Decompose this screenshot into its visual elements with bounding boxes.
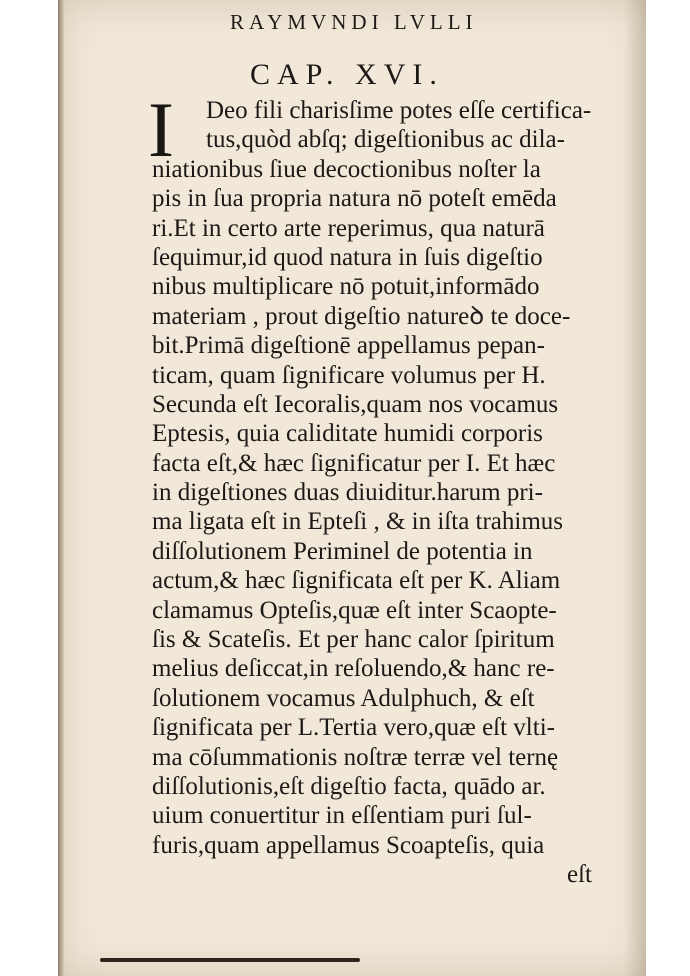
binding-mark (100, 958, 360, 962)
text-line: clamamus Opteſis,quæ eſt inter Scaopte- (152, 596, 557, 624)
text-line: furis,quam appellamus Scoapteſis, quia (152, 831, 545, 859)
text-line: facta eſt,& hæc ſignificatur per I. Et hæc (152, 449, 556, 477)
text-line: Secunda eſt Iecoralis,quam nos vocamus (152, 390, 559, 418)
text-line: Deo fili charisſime potes eſſe certifica- (206, 97, 592, 124)
text-line: ticam, quam ſignificare volumus per H. (152, 361, 546, 389)
text-line: nibus multiplicare nō potuit,informādo (152, 273, 540, 301)
text-line: materiam , prout digeſtio natureꝺ te doce- (152, 302, 571, 330)
text-line: ſolutionem vocamus Adulphuch, & eſt (152, 684, 535, 712)
body-text (152, 96, 592, 890)
page-edge-shadow (624, 0, 646, 976)
text-line: in digeſtiones duas diuiditur.harum pri- (152, 479, 543, 507)
text-line: ſequimur,id quod natura in ſuis digeſtio (152, 243, 543, 271)
drop-cap: I (148, 86, 174, 173)
text-line: bit.Primā digeſtionē appellamus pepan- (152, 332, 545, 360)
text-line: uium conuertitur in eſſentiam puri ſul- (152, 802, 532, 830)
text-line: diſſolutionis,eſt digeſtio facta, quādo ar. (152, 772, 546, 800)
text-line: ſignificata per L.Tertia vero,quæ eſt vlti- (152, 714, 555, 742)
text-line: ma ligata eſt in Epteſi , & in iſta trahimus (152, 508, 564, 536)
running-head: RAYMVNDI LVLLI (230, 10, 478, 34)
text-line: Eptesis, quia caliditate humidi corporis (152, 420, 543, 448)
text-line: ma cōſummationis noſtræ terræ vel ternę (152, 743, 559, 771)
chapter-heading: CAP. XVI. (250, 58, 444, 91)
text-line: tus,quòd abſq; digeſtionibus ac dila- (206, 126, 565, 154)
text-line: pis in ſua propria natura nō poteſt emēda (152, 185, 557, 213)
text-line: melius deſiccat,in reſoluendo,& hanc re- (152, 655, 555, 683)
text-line: diſſolutionem Periminel de potentia in (152, 537, 533, 565)
text-line: ri.Et in certo arte reperimus, qua naturā (152, 214, 545, 242)
catchword: eſt (567, 861, 592, 889)
text-line: ſis & Scateſis. Et per hanc calor ſpiritum (152, 626, 555, 654)
text-line: niationibus ſiue decoctionibus noſter la (152, 155, 541, 183)
text-line: actum,& hæc ſignificata eſt per K. Aliam (152, 567, 561, 595)
